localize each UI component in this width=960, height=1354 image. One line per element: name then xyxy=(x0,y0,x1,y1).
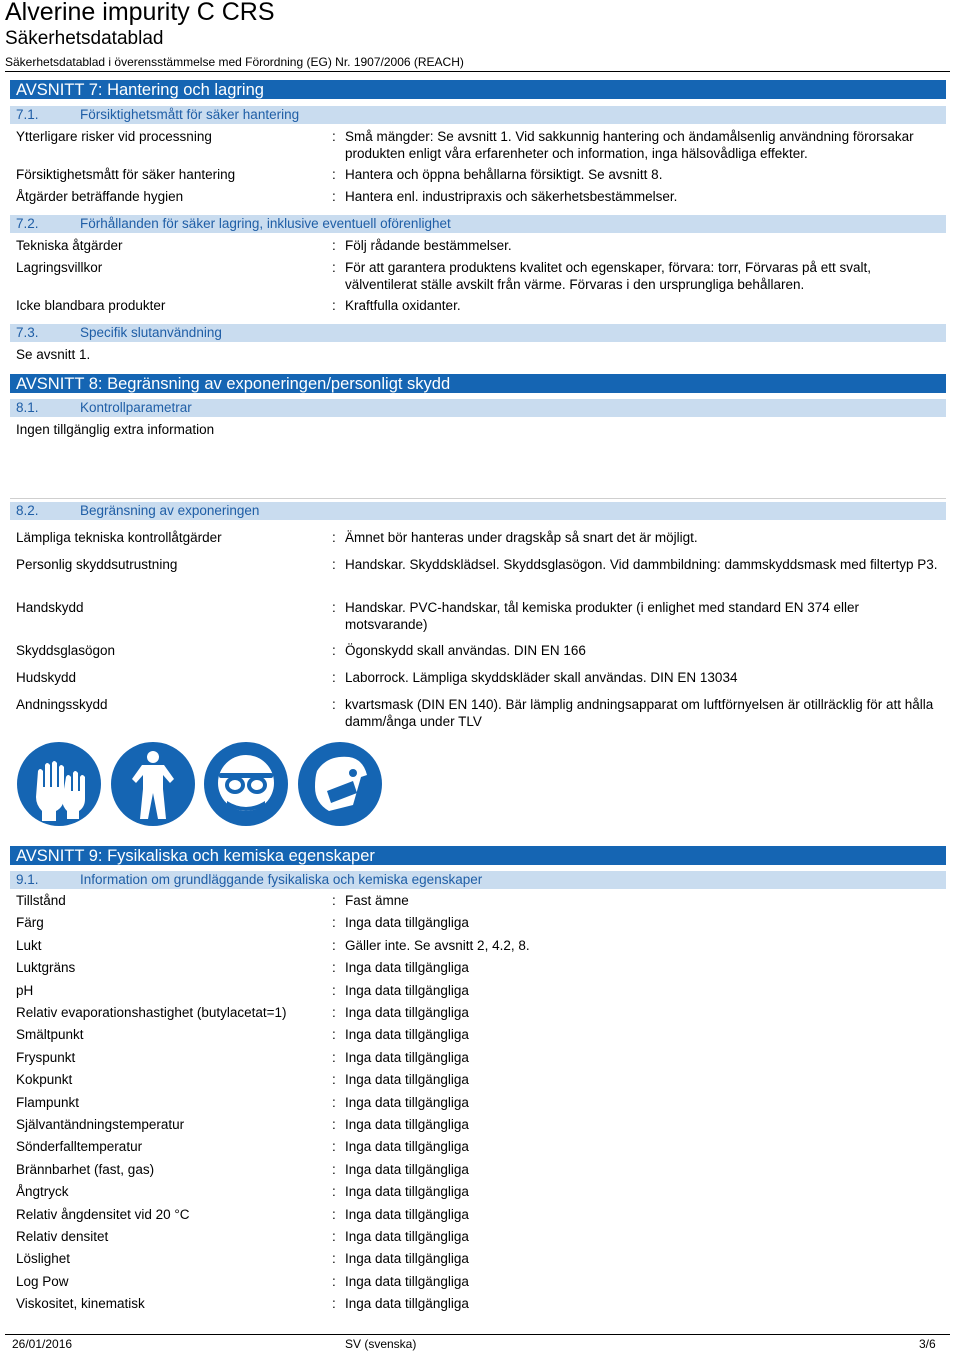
property-label: Luktgräns xyxy=(16,960,76,975)
property-value: Laborrock. Lämpliga skyddskläder skall användas. DIN EN 13034 xyxy=(345,670,738,685)
property-label: Hudskydd xyxy=(16,670,77,685)
subsection-number: 7.3. xyxy=(16,325,39,340)
subsection-title: Förhållanden för säker lagring, inklusive eventuell oförenlighet xyxy=(80,216,451,231)
property-label: Lagringsvillkor xyxy=(16,260,103,275)
property-value: Följ rådande bestämmelser. xyxy=(345,238,512,253)
property-value: Inga data tillgängliga xyxy=(345,1050,469,1065)
colon-separator: : xyxy=(332,557,336,572)
safety-goggles-icon xyxy=(203,741,289,827)
colon-separator: : xyxy=(332,1162,336,1177)
colon-separator: : xyxy=(332,915,336,930)
regulation-note: Säkerhetsdatablad i överensstämmelse med Förordning (EG) Nr. 1907/2006 (REACH) xyxy=(5,55,464,69)
header-divider xyxy=(5,71,950,72)
colon-separator: : xyxy=(332,600,336,615)
colon-separator: : xyxy=(332,129,336,144)
property-value: Inga data tillgängliga xyxy=(345,1117,469,1132)
colon-separator: : xyxy=(332,1139,336,1154)
subsection-7-2-heading xyxy=(10,215,946,233)
property-label: Log Pow xyxy=(16,1274,69,1289)
property-value: Inga data tillgängliga xyxy=(345,1229,469,1244)
colon-separator: : xyxy=(332,1251,336,1266)
property-label: Färg xyxy=(16,915,44,930)
subsection-title: Kontrollparametrar xyxy=(80,400,192,415)
colon-separator: : xyxy=(332,893,336,908)
property-label: Handskydd xyxy=(16,600,84,615)
property-label: Försiktighetsmått för säker hantering xyxy=(16,167,236,182)
colon-separator: : xyxy=(332,189,336,204)
property-value: Hantera enl. industripraxis och säkerhetsbestämmelser. xyxy=(345,189,678,204)
gloves-icon xyxy=(16,741,102,827)
colon-separator: : xyxy=(332,643,336,658)
property-label: Lukt xyxy=(16,938,42,953)
property-label: pH xyxy=(16,983,34,998)
colon-separator: : xyxy=(332,260,336,275)
property-value: Små mängder: Se avsnitt 1. Vid sakkunnig hantering och ändamålsenlig användning förorsakar produkten enligt våra erfarenheter och information, inga hälsovådliga effekter. xyxy=(345,129,914,161)
property-value: Inga data tillgängliga xyxy=(345,1251,469,1266)
subsection-7-1-heading xyxy=(10,106,946,124)
subsection-7-3-text: Se avsnitt 1. xyxy=(16,347,91,362)
property-value: Inga data tillgängliga xyxy=(345,915,469,930)
property-value: Inga data tillgängliga xyxy=(345,1027,469,1042)
property-label: Personlig skyddsutrustning xyxy=(16,557,178,572)
property-label: Relativ evaporationshastighet (butylacetat=1) xyxy=(16,1005,287,1020)
subsection-title: Information om grundläggande fysikaliska och kemiska egenskaper xyxy=(80,872,483,887)
colon-separator: : xyxy=(332,938,336,953)
property-label: Sönderfalltemperatur xyxy=(16,1139,143,1154)
property-value: Inga data tillgängliga xyxy=(345,1296,469,1311)
subsection-number: 7.2. xyxy=(16,216,39,231)
property-label: Kokpunkt xyxy=(16,1072,73,1087)
footer-page-number: 3/6 xyxy=(919,1337,936,1351)
property-label: Åtgärder beträffande hygien xyxy=(16,189,184,204)
property-label: Relativ densitet xyxy=(16,1229,109,1244)
property-value: Inga data tillgängliga xyxy=(345,1162,469,1177)
property-label: Självantändningstemperatur xyxy=(16,1117,185,1132)
property-value: Fast ämne xyxy=(345,893,409,908)
subsection-7-3-heading xyxy=(10,324,946,342)
protective-suit-icon xyxy=(110,741,196,827)
property-label: Smältpunkt xyxy=(16,1027,84,1042)
property-label: Relativ ångdensitet vid 20 °C xyxy=(16,1207,190,1222)
colon-separator: : xyxy=(332,1184,336,1199)
property-value: Ögonskydd skall användas. DIN EN 166 xyxy=(345,643,586,658)
property-label: Flampunkt xyxy=(16,1095,80,1110)
section-9-heading: AVSNITT 9: Fysikaliska och kemiska egenskaper xyxy=(10,846,946,865)
property-value: Handskar. PVC-handskar, tål kemiska produkter (i enlighet med standard EN 374 eller motsvarande) xyxy=(345,600,860,632)
property-label: Tillstånd xyxy=(16,893,66,908)
property-value: För att garantera produktens kvalitet och egenskaper, förvara: torr, Förvaras på ett svalt, välventilerat ställe avskilt från värme. Förvaras i den ursprungliga behållaren. xyxy=(345,260,872,292)
subsection-9-1-heading xyxy=(10,871,946,889)
colon-separator: : xyxy=(332,298,336,313)
subsection-number: 8.1. xyxy=(16,400,39,415)
property-value: Inga data tillgängliga xyxy=(345,983,469,998)
colon-separator: : xyxy=(332,1207,336,1222)
property-value: Kraftfulla oxidanter. xyxy=(345,298,461,313)
property-label: Andningsskydd xyxy=(16,697,108,712)
colon-separator: : xyxy=(332,1005,336,1020)
property-value: kvartsmask (DIN EN 140). Bär lämplig andningsapparat om luftförnyelsen är otillräcklig för att hålla damm/ånga under TLV xyxy=(345,697,934,729)
property-value: Hantera och öppna behållarna försiktigt. Se avsnitt 8. xyxy=(345,167,663,182)
property-label: Ytterligare risker vid processning xyxy=(16,129,212,144)
property-label: Ångtryck xyxy=(16,1184,69,1199)
subsection-8-1-heading xyxy=(10,399,946,417)
colon-separator: : xyxy=(332,530,336,545)
colon-separator: : xyxy=(332,1072,336,1087)
property-value: Inga data tillgängliga xyxy=(345,1139,469,1154)
subsection-8-2-heading xyxy=(10,502,946,520)
property-label: Löslighet xyxy=(16,1251,71,1266)
property-value: Gäller inte. Se avsnitt 2, 4.2, 8. xyxy=(345,938,530,953)
colon-separator: : xyxy=(332,1274,336,1289)
colon-separator: : xyxy=(332,1117,336,1132)
section-7-heading: AVSNITT 7: Hantering och lagring xyxy=(10,80,946,99)
footer-language: SV (svenska) xyxy=(345,1337,417,1351)
property-value: Inga data tillgängliga xyxy=(345,1274,469,1289)
property-label: Lämpliga tekniska kontrollåtgärder xyxy=(16,530,222,545)
subsection-number: 7.1. xyxy=(16,107,39,122)
footer-date: 26/01/2016 xyxy=(12,1337,73,1351)
property-value: Ämnet bör hanteras under dragskåp så snart det är möjligt. xyxy=(345,530,698,545)
property-value: Inga data tillgängliga xyxy=(345,1005,469,1020)
colon-separator: : xyxy=(332,1296,336,1311)
colon-separator: : xyxy=(332,983,336,998)
property-label: Skyddsglasögon xyxy=(16,643,116,658)
subsection-title: Specifik slutanvändning xyxy=(80,325,222,340)
subsection-8-1-text: Ingen tillgänglig extra information xyxy=(16,422,215,437)
property-value: Inga data tillgängliga xyxy=(345,1184,469,1199)
colon-separator: : xyxy=(332,238,336,253)
colon-separator: : xyxy=(332,697,336,712)
property-value: Inga data tillgängliga xyxy=(345,1072,469,1087)
property-label: Fryspunkt xyxy=(16,1050,76,1065)
document-title: Alverine impurity C CRS xyxy=(5,0,275,26)
footer-divider xyxy=(5,1334,950,1335)
section-divider xyxy=(10,498,946,499)
subsection-title: Försiktighetsmått för säker hantering xyxy=(80,107,300,122)
subsection-title: Begränsning av exponeringen xyxy=(80,503,260,518)
colon-separator: : xyxy=(332,960,336,975)
colon-separator: : xyxy=(332,1027,336,1042)
document-subtitle: Säkerhetsdatablad xyxy=(5,28,164,49)
property-value: Inga data tillgängliga xyxy=(345,1207,469,1222)
subsection-number: 9.1. xyxy=(16,872,39,887)
colon-separator: : xyxy=(332,1229,336,1244)
property-value: Handskar. Skyddsklädsel. Skyddsglasögon. Vid dammbildning: dammskyddsmask med filtertyp P3. xyxy=(345,557,938,572)
colon-separator: : xyxy=(332,167,336,182)
colon-separator: : xyxy=(332,1095,336,1110)
section-8-heading: AVSNITT 8: Begränsning av exponeringen/personligt skydd xyxy=(10,374,946,393)
property-label: Icke blandbara produkter xyxy=(16,298,166,313)
property-label: Brännbarhet (fast, gas) xyxy=(16,1162,155,1177)
property-value: Inga data tillgängliga xyxy=(345,1095,469,1110)
respirator-mask-icon xyxy=(297,741,383,827)
subsection-number: 8.2. xyxy=(16,503,39,518)
property-value: Inga data tillgängliga xyxy=(345,960,469,975)
colon-separator: : xyxy=(332,670,336,685)
colon-separator: : xyxy=(332,1050,336,1065)
property-label: Viskositet, kinematisk xyxy=(16,1296,145,1311)
property-label: Tekniska åtgärder xyxy=(16,238,123,253)
